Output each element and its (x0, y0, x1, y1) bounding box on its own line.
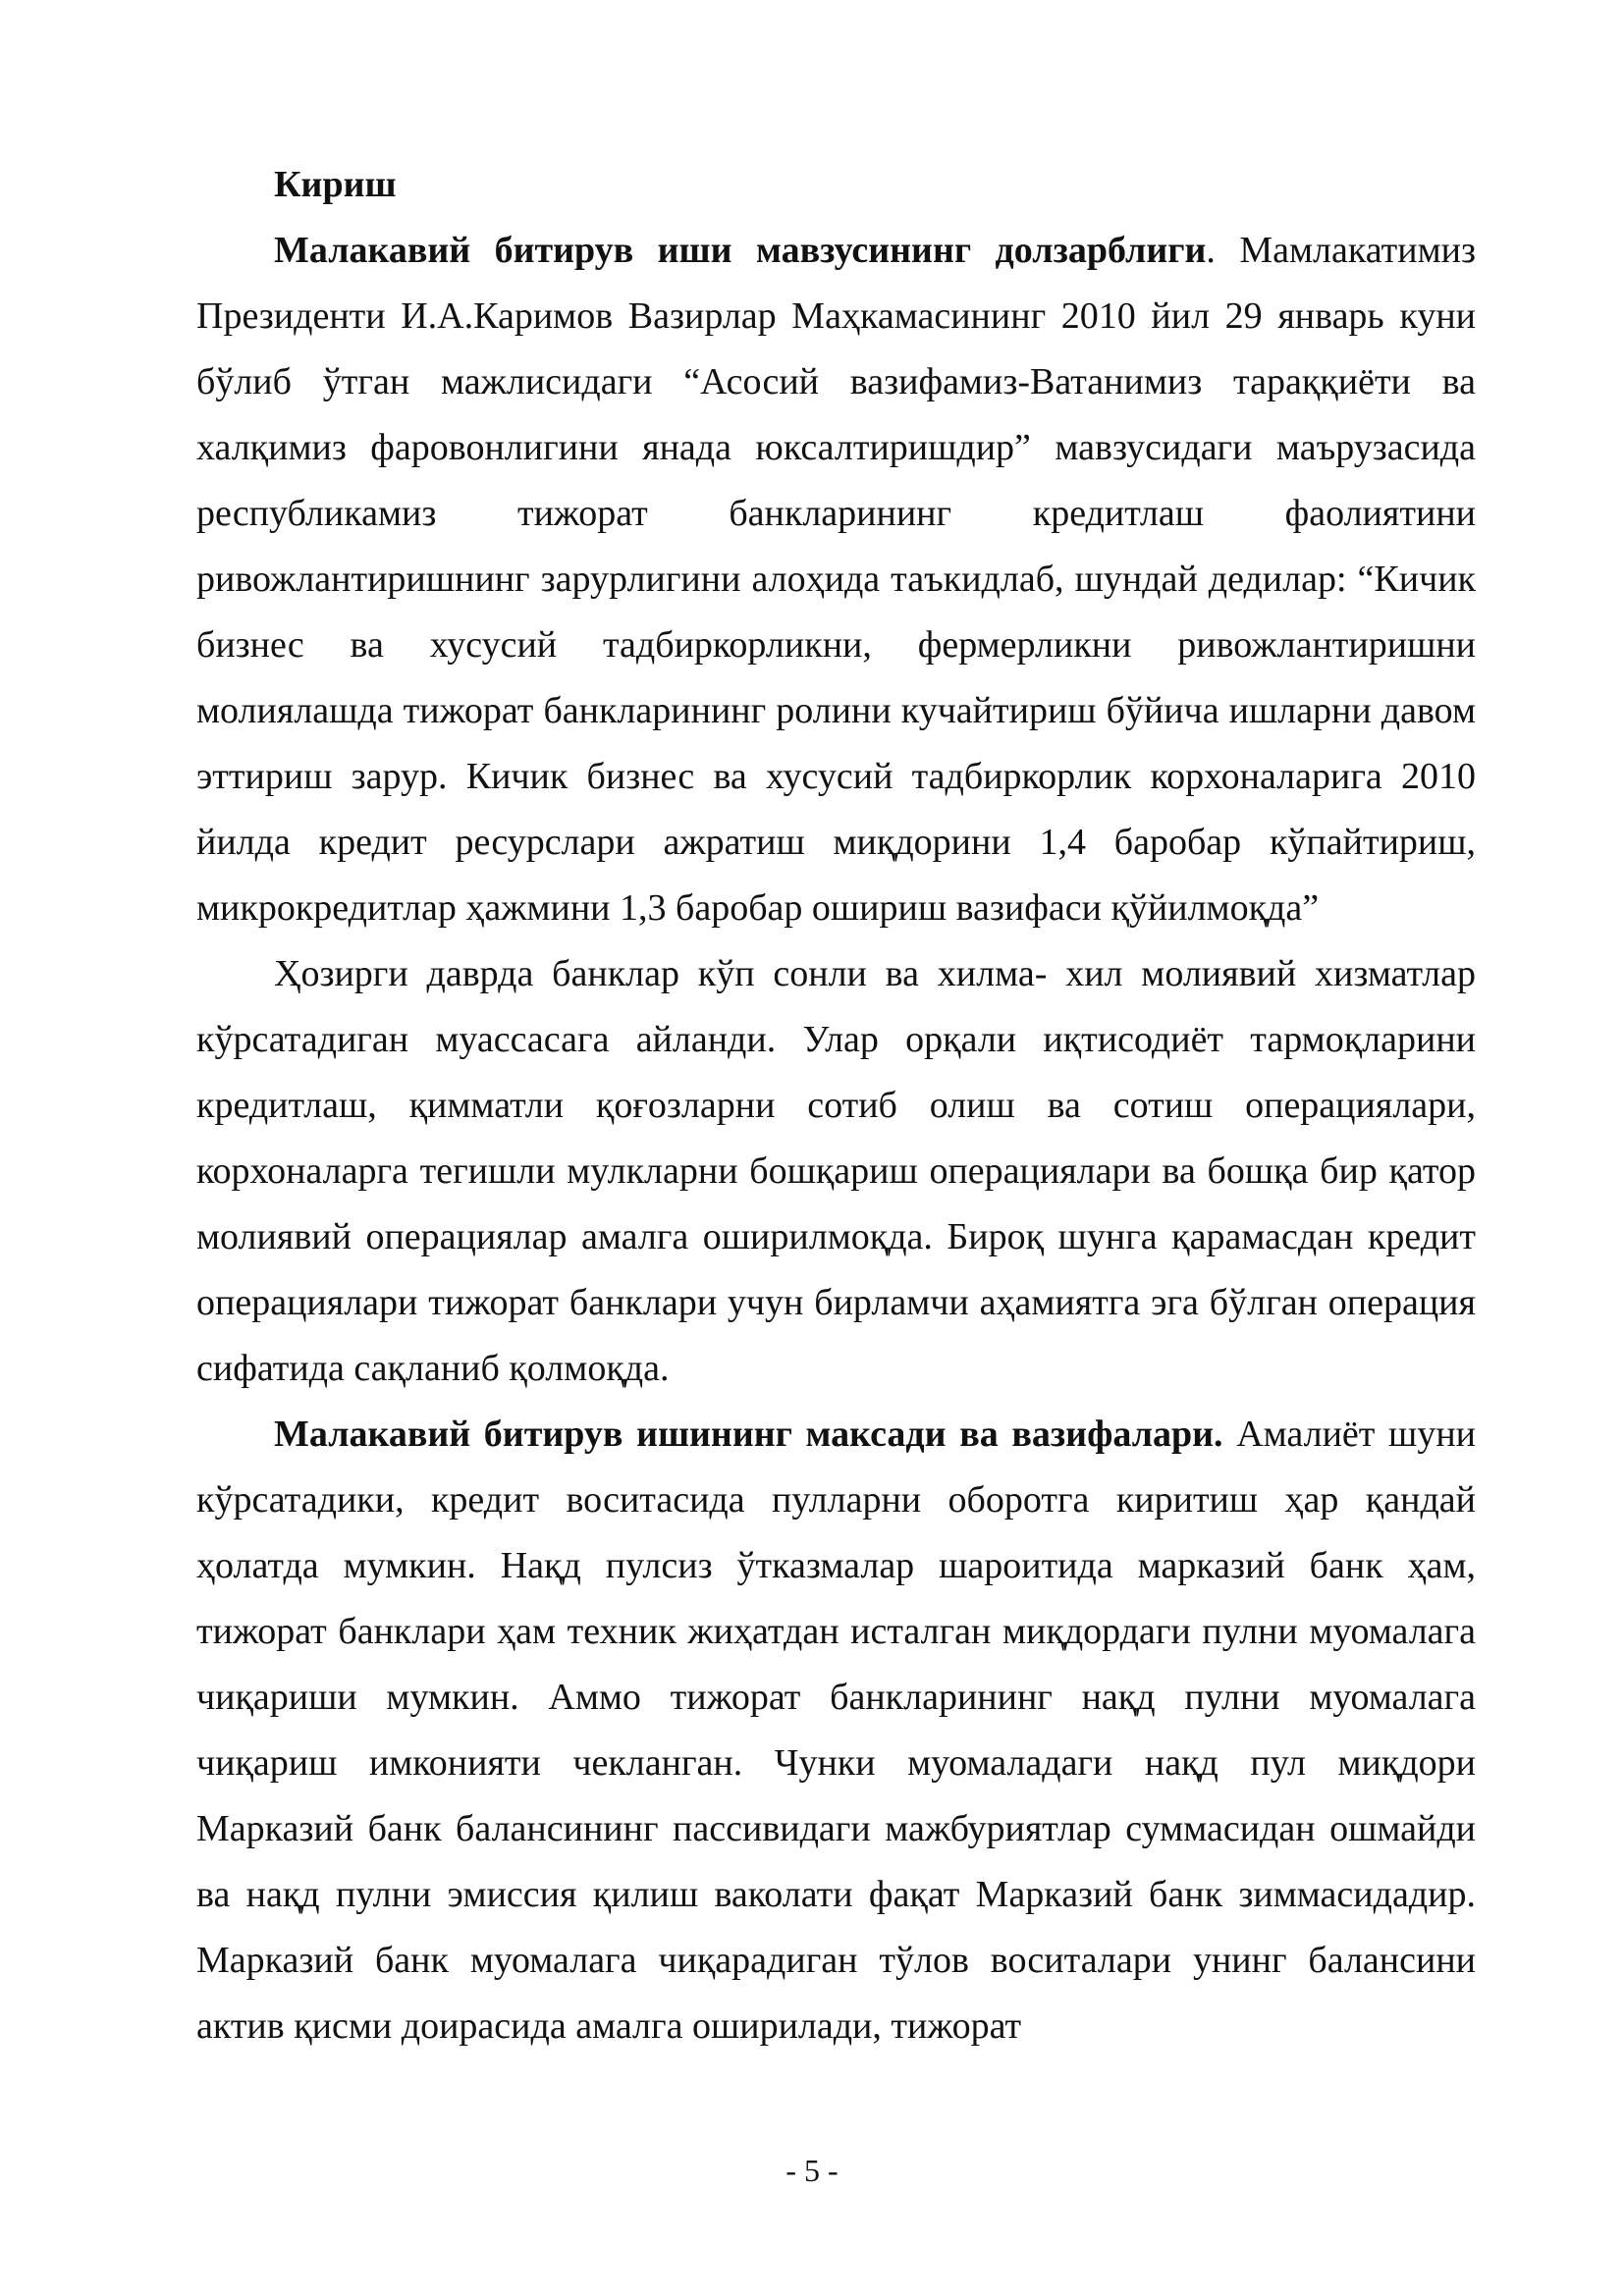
page-number: - 5 - (785, 2153, 839, 2188)
section-heading: Кириш (274, 164, 397, 205)
paragraph-relevance (196, 218, 1476, 941)
paragraph-goals (196, 1402, 1476, 2059)
paragraph-lead-relevance: Малакавий битирув иши мавзусининг долзарблиги (274, 230, 1207, 271)
paragraph-text-relevance: . Мамлакатимиз Президенти И.А.Каримов Вазирлар Маҳкамасининг 2010 йил 29 январь куни бўлиб ўтган мажлисидаги “Асосий вазифамиз-Ватанимиз тараққиёти ва халқимиз фаровонлигини янада юксалтиришдир” мавзусидаги маърузасида республикамиз тижорат банкларининг кредитлаш фаолиятини ривожлантиришнинг зарурлигини алоҳида таъкидлаб, шундай дедилар: “Кичик бизнес ва хусусий тадбиркорликни, фермерликни ривожлантиришни молиялашда тижорат банкларининг ролини кучайтириш бўйича ишларни давом эттириш зарур. Кичик бизнес ва хусусий тадбиркорлик корхоналарига 2010 йилда кредит ресурслари ажратиш миқдорини 1,4 баробар кўпайтириш, микрокредитлар ҳажмини 1,3 баробар ошириш вазифаси қўйилмоқда” (196, 230, 1476, 929)
paragraph-text-goals: Амалиёт шуни кўрсатадики, кредит воситасида пулларни оборотга киритиш ҳар қандай ҳолатда мумкин. Нақд пулсиз ўтказмалар шароитида марказий банк ҳам, тижорат банклари ҳам техник жиҳатдан исталган миқдордаги пулни муомалага чиқариши мумкин. Аммо тижорат банкларининг нақд пулни муомалага чиқариш имконияти чекланган. Чунки муомаладаги нақд пул миқдори Марказий банк балансининг пассивидаги мажбуриятлар суммасидан ошмайди ва нақд пулни эмиссия қилиш ваколати фақат Марказий банк зиммасидадир. Марказий банк муомалага чиқарадиган тўлов воситалари унинг балансини актив қисми доирасида амалга оширилади, тижорат (196, 1414, 1476, 2047)
paragraph-lead-goals: Малакавий битирув ишининг максади ва вазифалари. (274, 1414, 1223, 1455)
paragraph-banks (196, 941, 1476, 1402)
paragraph-text-banks: Ҳозирги даврда банклар кўп сонли ва хилма- хил молиявий хизматлар кўрсатадиган муассасага айланди. Улар орқали иқтисодиёт тармоқларини кредитлаш, қимматли қоғозларни сотиб олиш ва сотиш операциялари, корхоналарга тегишли мулкларни бошқариш операциялари ва бошқа бир қатор молиявий операциялар амалга оширилмоқда. Бироқ шунга қарамасдан кредит операциялари тижорат банклари учун бирламчи аҳамиятга эга бўлган операция сифатида сақланиб қолмоқда. (196, 953, 1476, 1389)
body-text (196, 152, 1476, 2059)
